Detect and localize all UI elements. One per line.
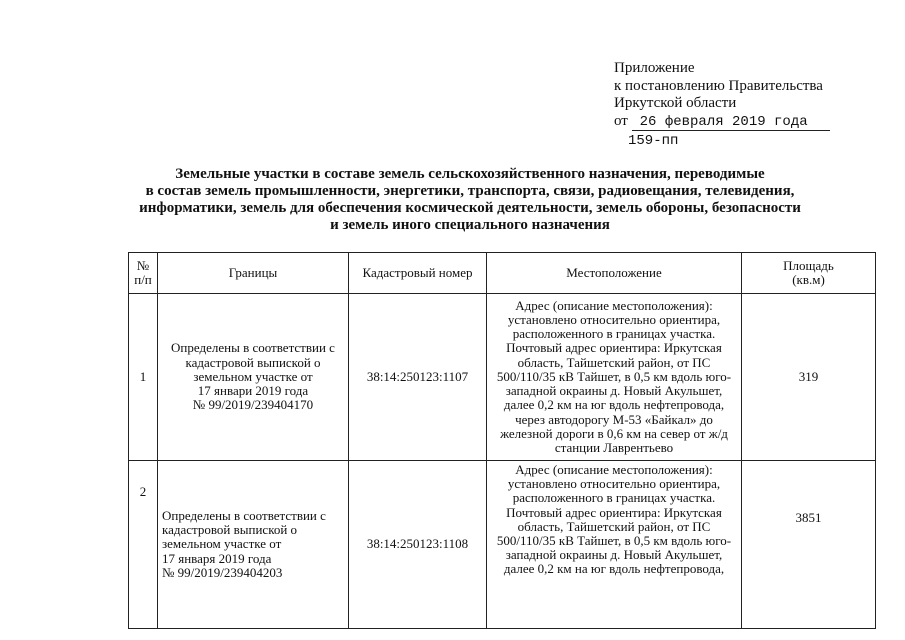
- header-location: Местоположение: [487, 253, 742, 294]
- header-num: № п/п: [129, 253, 158, 294]
- resolution-number: 159-пп: [628, 132, 679, 149]
- row-cadastral: 38:14:250123:1107: [349, 294, 487, 461]
- row-location: Адрес (описание местоположения): установлено относительно ориентира, расположенного в границах участка. Почтовый адрес ориентира: Иркутская область, Тайшетский район, от ПС 500/110/35 кВ Тайшет, в 0,5 км вдоль юго- западной окраины д. Новый Акульшет, далее 0,2 км на юг вдоль нефтепровода, через автодорогу М-53 «Байкал» до железной дороги в 0,6 км на север от ж/д станции Лаврентьево: [487, 294, 742, 461]
- row-area: 3851: [742, 461, 876, 629]
- appendix-date-line: [614, 113, 874, 131]
- header-area: Площадь (кв.м): [742, 253, 876, 294]
- resolution-date: 26 февраля 2019 года: [632, 114, 830, 131]
- table-header-row: [129, 253, 876, 294]
- row-cadastral: 38:14:250123:1108: [349, 461, 487, 629]
- table-row: [129, 461, 876, 629]
- row-num: 2: [129, 461, 158, 629]
- document-title: Земельные участки в составе земель сельскохозяйственного назначения, переводимые в состав земель промышленности, энергетики, транспорта, связи, радиовещания, телевидения, информатики, земель для обеспечения космической деятельности, земель обороны, безопасности и земель иного специального назначения: [139, 166, 801, 233]
- row-boundaries: Определены в соответствии с кадастровой выпиской о земельном участке от 17 январи 2019 года № 99/2019/239404170: [158, 294, 349, 461]
- row-num: 1: [129, 294, 158, 461]
- header-boundaries: Границы: [158, 253, 349, 294]
- appendix-region-line: Иркутской области: [614, 95, 737, 111]
- table-row: [129, 294, 876, 461]
- header-cadastral: Кадастровый номер: [349, 253, 487, 294]
- row-area: 319: [742, 294, 876, 461]
- appendix-heading: Приложение: [614, 60, 695, 76]
- date-prefix: от: [614, 112, 628, 129]
- row-boundaries: Определены в соответствии с кадастровой выпиской о земельном участке от 17 января 2019 года № 99/2019/239404203: [158, 461, 349, 629]
- land-plots-table: [128, 252, 876, 629]
- row-location: Адрес (описание местоположения): установлено относительно ориентира, расположенного в границах участка. Почтовый адрес ориентира: Иркутская область, Тайшетский район, от ПС 500/110/35 кВ Тайшет, в 0,5 км вдоль юго- западной окраины д. Новый Акульшет, далее 0,2 км на юг вдоль нефтепровода,: [487, 461, 742, 629]
- appendix-block: [614, 60, 874, 150]
- appendix-resolution-line: к постановлению Правительства: [614, 77, 823, 94]
